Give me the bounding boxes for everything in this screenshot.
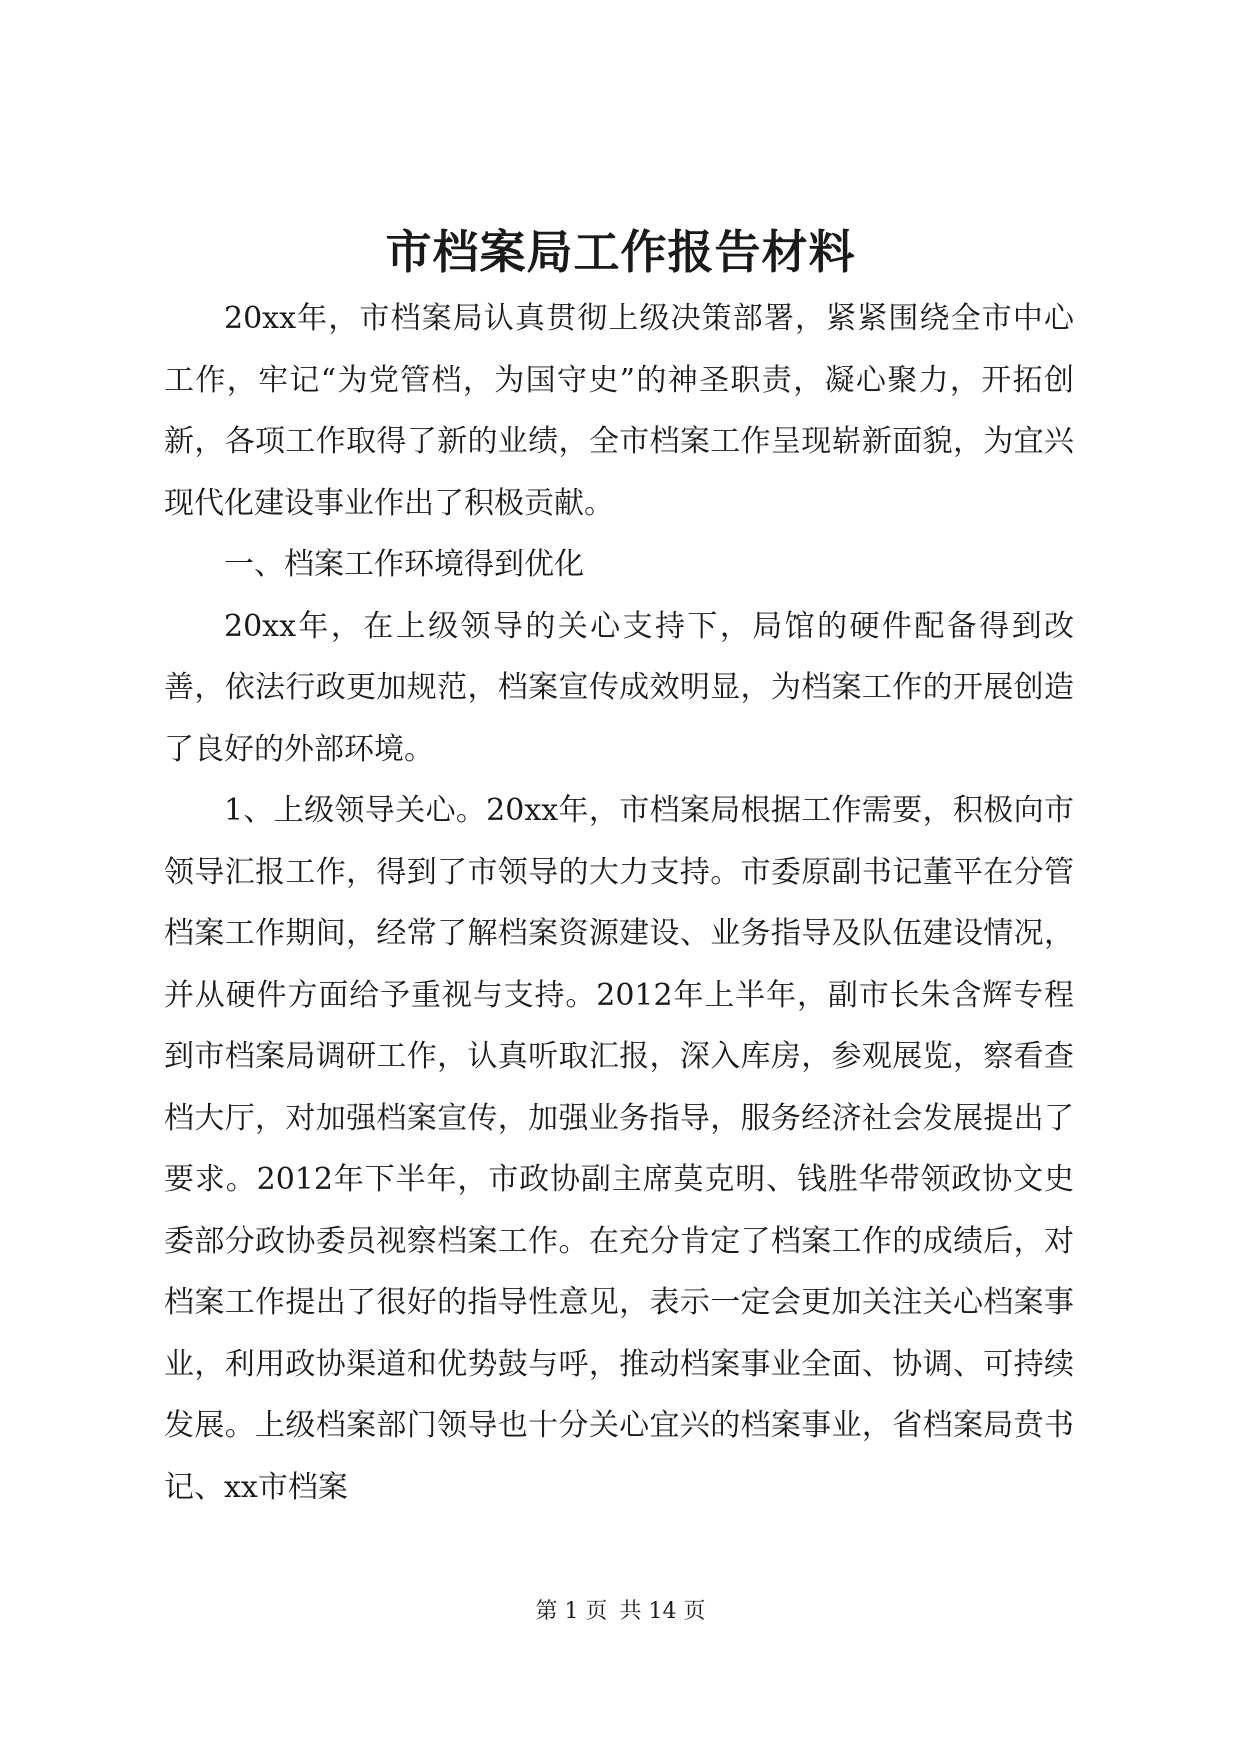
document-body <box>164 288 1074 1518</box>
page-total: 共 14 页 <box>619 1599 706 1624</box>
paragraph-leadership: 1、上级领导关心。20xx年，市档案局根据工作需要，积极向市领导汇报工作，得到了市领导的大力支持。市委原副书记董平在分管档案工作期间，经常了解档案资源建设、业务指导及队伍建设情况，并从硬件方面给予重视与支持。2012年上半年，副市长朱含辉专程到市档案局调研工作，认真听取汇报，深入库房，参观展览，察看查档大厅，对加强档案宣传，加强业务指导，服务经济社会发展提出了要求。2012年下半年，市政协副主席莫克明、钱胜华带领政协文史委部分政协委员视察档案工作。在充分肯定了档案工作的成绩后，对档案工作提出了很好的指导性意见，表示一定会更加关注关心档案事业，利用政协渠道和优势鼓与呼，推动档案事业全面、协调、可持续发展。上级档案部门领导也十分关心宜兴的档案事业，省档案局贲书记、xx市档案 <box>164 793 1074 1505</box>
document-title: 市档案局工作报告材料 <box>385 225 856 279</box>
page-footer <box>0 1597 1241 1627</box>
page-number: 第 1 页 <box>535 1599 608 1624</box>
paragraph-environment: 20xx年，在上级领导的关心支持下，局馆的硬件配备得到改善，依法行政更加规范，档案宣传成效明显，为档案工作的开展创造了良好的外部环境。 <box>164 608 1074 767</box>
section-heading-1: 一、档案工作环境得到优化 <box>224 547 584 582</box>
paragraph-intro: 20xx年，市档案局认真贯彻上级决策部署，紧紧围绕全市中心工作，牢记“为党管档，为国守史”的神圣职责，凝心聚力，开拓创新，各项工作取得了新的业绩，全市档案工作呈现崭新面貌，为宜兴现代化建设事业作出了积极贡献。 <box>164 301 1074 521</box>
